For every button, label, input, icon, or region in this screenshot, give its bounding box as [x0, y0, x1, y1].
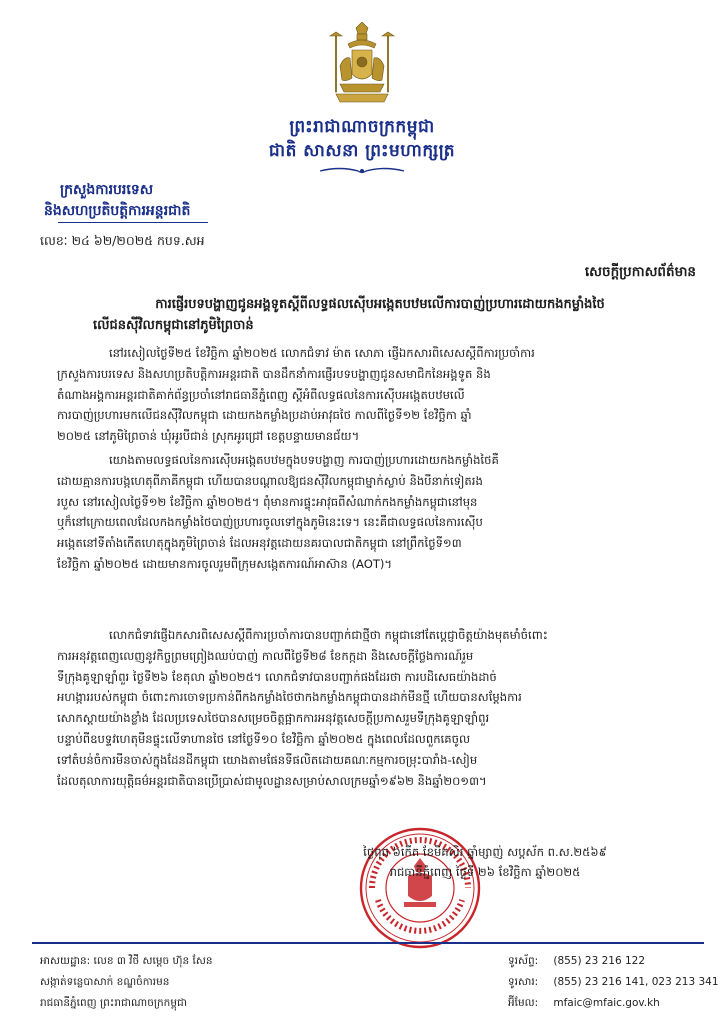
- document-number: លេខៈ ២៤ ៦២/២០២៥ កបទ.សអ: [40, 233, 205, 248]
- paragraph-line: ក្រសួងការបរទេស និងសហប្រតិបត្តិការអន្តរជាតិ បានដឹកនាំការផ្ញើរបទបង្ហាញជូនសមាជិកនៃអង្គទូត និង: [57, 366, 491, 381]
- document-type: សេចក្តីប្រកាសព័ត៌មាន: [584, 264, 696, 280]
- national-motto: ជាតិ សាសនា ព្រះមហាក្សត្រ: [268, 141, 456, 161]
- paragraph-line: អង្កេតនៅទីតាំងកើតហេតុក្នុងភូមិព្រៃចាន់ ដែលអនុវត្តដោយនគរបាលជាតិកម្ពុជា នៅព្រឹកថ្ងៃទី១៣: [57, 536, 462, 551]
- paragraph-line: លោកជំទាវផ្ញើឯកសារពិសេសស្តីពីការប្រចាំការបានបញ្ជាក់ជាថ្មីថា កម្ពុជានៅតែប្តេជ្ញាចិត្តយ៉ាងមុតមាំចំពោះ: [109, 628, 548, 642]
- paragraph-line: ដោយគ្មានការបង្កហេតុពីភាគីកម្ពុជា ហើយបានបណ្តាលឱ្យជនស៊ីវិលកម្ពុជាម្នាក់ស្លាប់ និងបីនាក់ទៀតរង: [57, 473, 483, 488]
- footer-divider: [32, 942, 704, 944]
- paragraph-line: ទៅតំបន់ចំការមីនចាស់ក្នុងដែនដីកម្ពុជា យោងតាមផែនទីផលិតដោយគណៈកម្មការចម្រុះបារាំង-សៀម: [57, 752, 478, 767]
- tacteng-ornament-icon: [318, 166, 406, 176]
- email-row: [508, 993, 719, 1014]
- paragraph-line: ២០២៥ នៅភូមិព្រៃចាន់ ឃុំអូរបីជាន់ ស្រុកអូរជ្រៅ ខេត្តបន្ទាយមានជ័យ។: [57, 429, 360, 444]
- paragraph-line: ខែវិច្ឆិកា ឆ្នាំ២០២៥ ដោយមានការចូលរួមពីក្រុមសង្កេតការណ៍អាស៊ាន (AOT)។: [57, 556, 393, 571]
- phone-label: ទូរស័ព្ទ:: [508, 955, 539, 967]
- fax-label: ទូរសារ:: [508, 976, 539, 988]
- subject-line2: លើជនស៊ីវិលកម្ពុជានៅភូមិព្រៃចាន់: [93, 318, 254, 333]
- lunar-date: ថ្ងៃពុធ ៦កើត ខែមិគសិរ ឆ្នាំម្សាញ់ សប្តស័ក ព.ស.២៥៦៩: [363, 845, 607, 859]
- email-address[interactable]: mfaic@mfaic.gov.kh: [553, 997, 660, 1009]
- paragraph-line: អហង្ការរបស់កម្ពុជា ចំពោះការចោទប្រកាន់ពីកងកម្លាំងថៃថាកងកម្លាំងកម្ពុជាបានដាក់មីនថ្មី ហើយបានសម្តែងការ: [57, 690, 522, 705]
- fax-number: (855) 23 216 141, 023 213 341: [553, 976, 719, 988]
- ministry-name-line1: ក្រសួងការបរទេស: [60, 182, 154, 198]
- ministry-underline: [58, 222, 208, 223]
- paragraph-line: របួស នៅរសៀលថ្ងៃទី១២ ខែវិច្ឆិកា ឆ្នាំ២០២៥។ ពុំមានការផ្ទុះអាវុធពីសំណាក់កងកម្លាំងកម្ពុជានៅមុន: [57, 494, 478, 509]
- paragraph-line: តំណាងអង្គការអន្តរជាតិគាក់ព័ន្ធប្រចាំនៅរាជធានីភ្នំពេញ ស្តីអំពីលទ្ធផលនៃការស៊ើបអង្កេតបឋមលើ: [57, 387, 465, 402]
- paragraph-line: ទីក្រុងគូឡាឡាំពួរ ថ្ងៃទី២៦ ខែតុលា ឆ្នាំ២០២៥។ លោកជំទាវបានបញ្ជាក់ផងដែរថា ការបដិសេធយ៉ាងដាច់: [57, 669, 497, 684]
- paragraph-2: [57, 450, 697, 575]
- address-line: អាសយដ្ឋាន: លេខ ៣ វិថី សម្តេច ហ៊ុន សែន: [40, 955, 213, 967]
- kingdom-name: ព្រះរាជាណាចក្រកម្ពុជា: [289, 117, 435, 137]
- paragraph-line: ការអនុវត្តពេញលេញនូវកិច្ចព្រមព្រៀងឈប់បាញ់ កាលពីថ្ងៃទី២៨ ខែកក្កដា និងសេចក្តីថ្លែងការណ៍រួម: [57, 648, 474, 663]
- paragraph-3: [57, 625, 697, 791]
- paragraph-line: ការបាញ់ប្រហារមកលើជនស៊ីវិលកម្ពុជា ដោយកងកម្លាំងប្រដាប់អាវុធថៃ កាលពីថ្ងៃទី១២ ខែវិច្ឆិកា ឆ្នាំ: [57, 408, 472, 423]
- solar-date: រាជធានីភ្នំពេញ ថ្ងៃទី ២៦ ខែវិច្ឆិកា ឆ្នាំ២០២៥: [389, 865, 581, 879]
- paragraph-line: បន្ទាប់ពីឧបទ្ទវហេតុមីនផ្ទុះលើទាហានថៃ នៅថ្ងៃទី១០ ខែវិច្ឆិកា ឆ្នាំ២០២៥ ក្នុងពេលដែលពួកគេចូល: [57, 731, 470, 746]
- ministry-name-line2: និងសហប្រតិបត្តិការអន្តរជាតិ: [44, 203, 191, 219]
- royal-coat-of-arms-icon: [326, 22, 398, 110]
- paragraph-line: ដែលតុលាការយុត្តិធម៌អន្តរជាតិបានប្រើប្រាស់ជាមូលដ្ឋានសម្រាប់សាលក្រមឆ្នាំ១៩៦២ និងឆ្នាំ២០១៣។: [57, 773, 487, 788]
- paragraph-line: នៅរសៀលថ្ងៃទី២៥ ខែវិច្ឆិកា ឆ្នាំ២០២៥ លោកជំទាវ ម៉ាត សោភា ផ្ញើឯកសារពិសេសស្តីពីការប្រចាំការ: [109, 346, 535, 360]
- address-line: រាជធានីភ្នំពេញ ព្រះរាជាណាចក្រកម្ពុជា: [40, 997, 187, 1009]
- subject-line1: ការផ្ញើរបទបង្ហាញជូនអង្គទូតស្តីពីលទ្ធផលស៊ើបអង្កេតបឋមលើការបាញ់ប្រហារដោយកងកម្លាំងថៃ: [155, 297, 605, 312]
- address-line: សង្កាត់ទន្លេបាសាក់ ខណ្ឌចំការមន: [40, 976, 170, 988]
- phone-row: [508, 951, 719, 972]
- footer-address: [40, 951, 213, 1014]
- email-label: អ៊ីមែល:: [508, 997, 539, 1009]
- paragraph-line: សោកស្តាយយ៉ាងខ្លាំង ដែលប្រទេសថៃបានសម្រេចចិត្តផ្អាកការអនុវត្តសេចក្តីប្រកាសរួមទីក្រុងគូឡាឡាំពួរ: [57, 711, 490, 726]
- footer-contacts: [508, 951, 719, 1014]
- paragraph-line: យោងតាមលទ្ធផលនៃការស៊ើបអង្កេតបឋមក្នុងបទបង្ហាញ ការបាញ់ប្រហារដោយកងកម្លាំងថៃគឺ: [109, 453, 499, 467]
- fax-row: [508, 972, 719, 993]
- paragraph-1: [57, 343, 697, 447]
- phone-number: (855) 23 216 122: [553, 955, 646, 967]
- paragraph-line: ឬក៏នៅក្រោយពេលដែលកងកម្លាំងថៃបាញ់ប្រហារចូលទៅក្នុងភូមិនេះទេ។ នេះគឺជាលទ្ធផលនៃការស៊ើប: [57, 515, 483, 530]
